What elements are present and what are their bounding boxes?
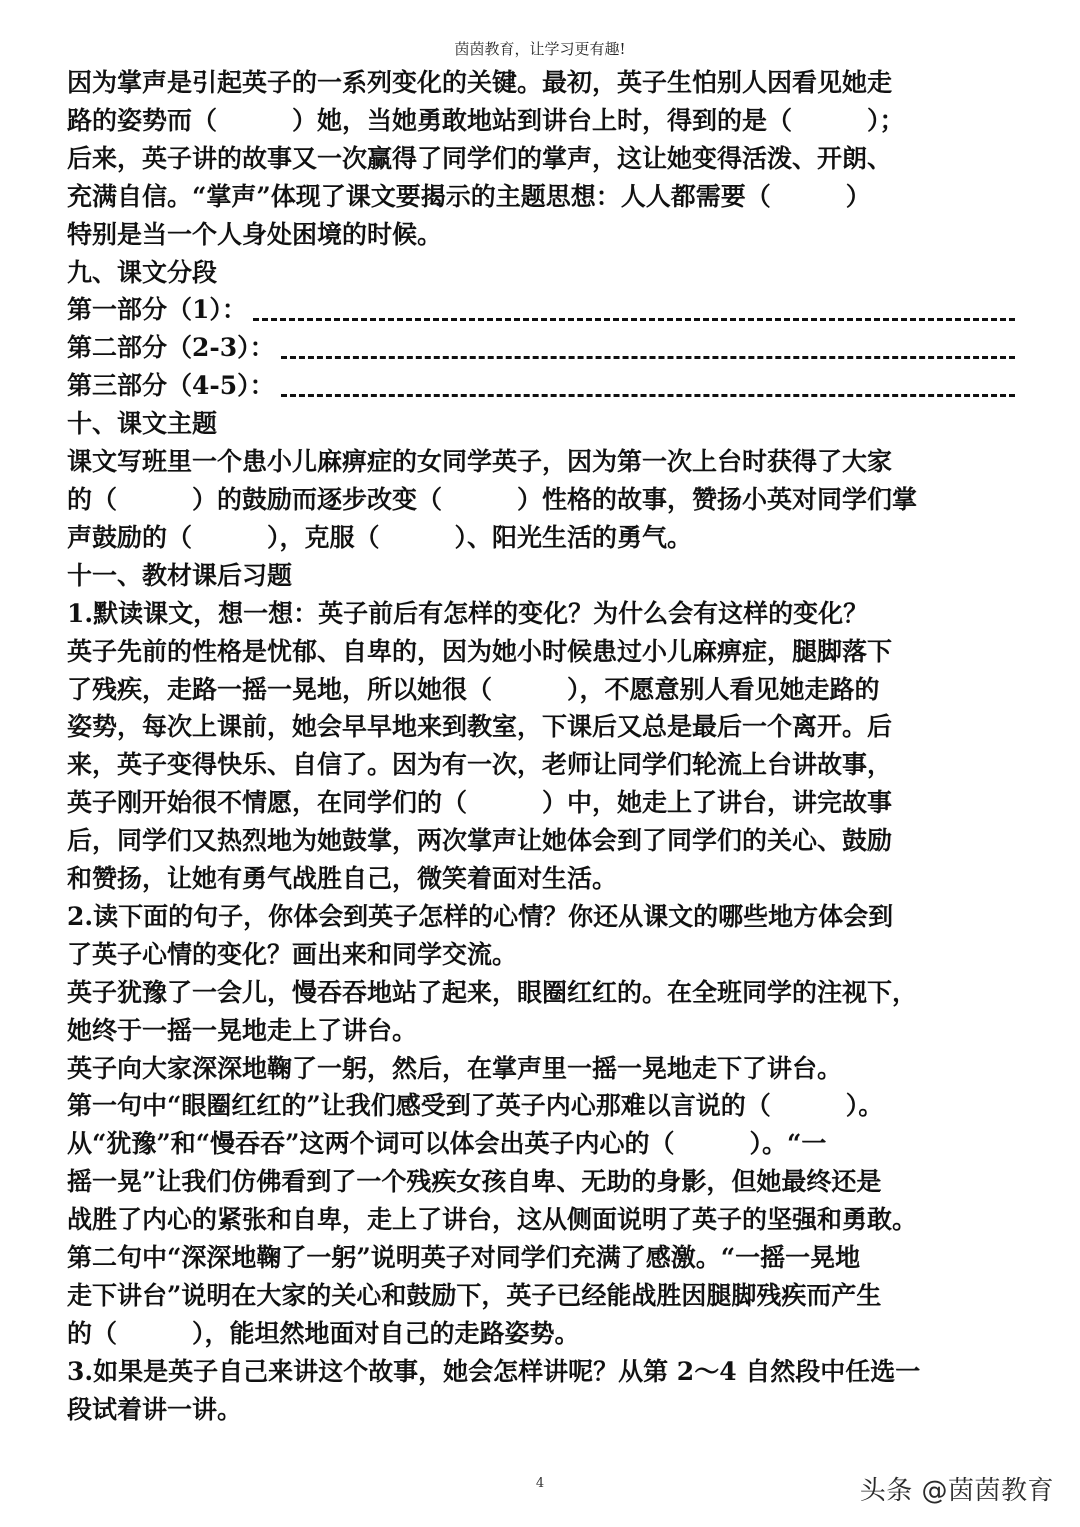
page-number: 4	[535, 1476, 545, 1491]
answer-line: 英子刚开始很不情愿，在同学们的（ ）中，她走上了讲台，讲完故事	[67, 788, 893, 818]
fill-in-line[interactable]	[67, 367, 1015, 405]
answer-line: 来，英子变得快乐、自信了。因为有一次，老师让同学们轮流上台讲故事，	[67, 750, 893, 780]
answer-line: 第一句中“眼圈红红的”让我们感受到了英子内心那难以言说的（ ）。	[67, 1091, 884, 1121]
part-label: 第三部分（4-5）：	[67, 371, 275, 401]
section-heading-10: 十、课文主题	[67, 409, 218, 439]
intro-line: 后来，英子讲的故事又一次赢得了同学们的掌声，这让她变得活泼、开朗、	[67, 143, 893, 173]
answer-line: 和赞扬，让她有勇气战胜自己，微笑着面对生活。	[67, 864, 618, 894]
quoted-sentence: 英子向大家深深地鞠了一躬，然后，在掌声里一摇一晃地走下了讲台。	[67, 1053, 843, 1083]
answer-blank[interactable]	[281, 334, 1015, 359]
theme-line: 的（ ）的鼓励而逐步改变（ ）性格的故事，赞扬小英对同学们掌	[67, 484, 918, 514]
part-label: 第二部分（2-3）：	[67, 333, 275, 363]
part-label: 第一部分（1）：	[67, 295, 247, 325]
fill-in-line[interactable]	[67, 291, 1015, 329]
question-2: 2.读下面的句子，你体会到英子怎样的心情？你还从课文的哪些地方体会到	[67, 901, 894, 931]
answer-line: 走下讲台”说明在大家的关心和鼓励下，英子已经能战胜因腿脚残疾而产生	[67, 1281, 882, 1310]
answer-line: 后，同学们又热烈地为她鼓掌，两次掌声让她体会到了同学们的关心、鼓励	[67, 826, 893, 856]
document-body	[67, 64, 1015, 1429]
answer-line: 第二句中“深深地鞠了一躬”说明英子对同学们充满了感激。“一摇一晃地	[67, 1243, 861, 1273]
question-3: 3.如果是英子自己来讲这个故事，她会怎样讲呢？从第 2～4 自然段中任选一	[67, 1356, 921, 1386]
answer-line: 战胜了内心的紧张和自卑，走上了讲台，这从侧面说明了英子的坚强和勇敢。	[67, 1205, 918, 1235]
intro-line: 特别是当一个人身处困境的时候。	[67, 219, 443, 249]
intro-line: 充满自信。“掌声”体现了课文要揭示的主题思想：人人都需要（ ）	[67, 181, 871, 211]
intro-line: 因为掌声是引起英子的一系列变化的关键。最初，英子生怕别人因看见她走	[67, 68, 893, 97]
intro-line: 路的姿势而（ ）她，当她勇敢地站到讲台上时，得到的是（ ）；	[67, 105, 905, 135]
watermark: 头条 @茵茵教育	[859, 1476, 1054, 1506]
page-header: 茵茵教育，让学习更有趣!	[454, 40, 626, 58]
question-1: 1.默读课文，想一想：英子前后有怎样的变化？为什么会有这样的变化？	[67, 598, 869, 628]
theme-line: 声鼓励的（ ），克服（ ）、阳光生活的勇气。	[67, 522, 693, 552]
fill-in-line[interactable]	[67, 329, 1015, 367]
answer-line: 了残疾，走路一摇一晃地，所以她很（ ），不愿意别人看见她走路的	[67, 674, 880, 704]
question-2: 了英子心情的变化？画出来和同学交流。	[67, 939, 518, 969]
quoted-sentence: 她终于一摇一晃地走上了讲台。	[67, 1015, 418, 1045]
section-heading-11: 十一、教材课后习题	[67, 560, 293, 590]
theme-line: 课文写班里一个患小儿麻痹症的女同学英子，因为第一次上台时获得了大家	[67, 447, 893, 477]
question-3: 段试着讲一讲。	[67, 1394, 243, 1424]
section-heading-9: 九、课文分段	[67, 257, 218, 287]
answer-line: 的（ ），能坦然地面对自己的走路姿势。	[67, 1318, 580, 1348]
answer-line: 摇一晃”让我们仿佛看到了一个残疾女孩自卑、无助的身影，但她最终还是	[67, 1167, 882, 1197]
answer-line: 从“犹豫”和“慢吞吞”这两个词可以体会出英子内心的（ ）。“一	[67, 1129, 827, 1159]
answer-blank[interactable]	[281, 372, 1015, 397]
answer-line: 姿势，每次上课前，她会早早地来到教室，下课后又总是最后一个离开。后	[67, 712, 893, 742]
answer-line: 英子先前的性格是忧郁、自卑的，因为她小时候患过小儿麻痹症，腿脚落下	[67, 636, 893, 666]
quoted-sentence: 英子犹豫了一会儿，慢吞吞地站了起来，眼圈红红的。在全班同学的注视下，	[67, 977, 918, 1007]
answer-blank[interactable]	[253, 296, 1015, 321]
